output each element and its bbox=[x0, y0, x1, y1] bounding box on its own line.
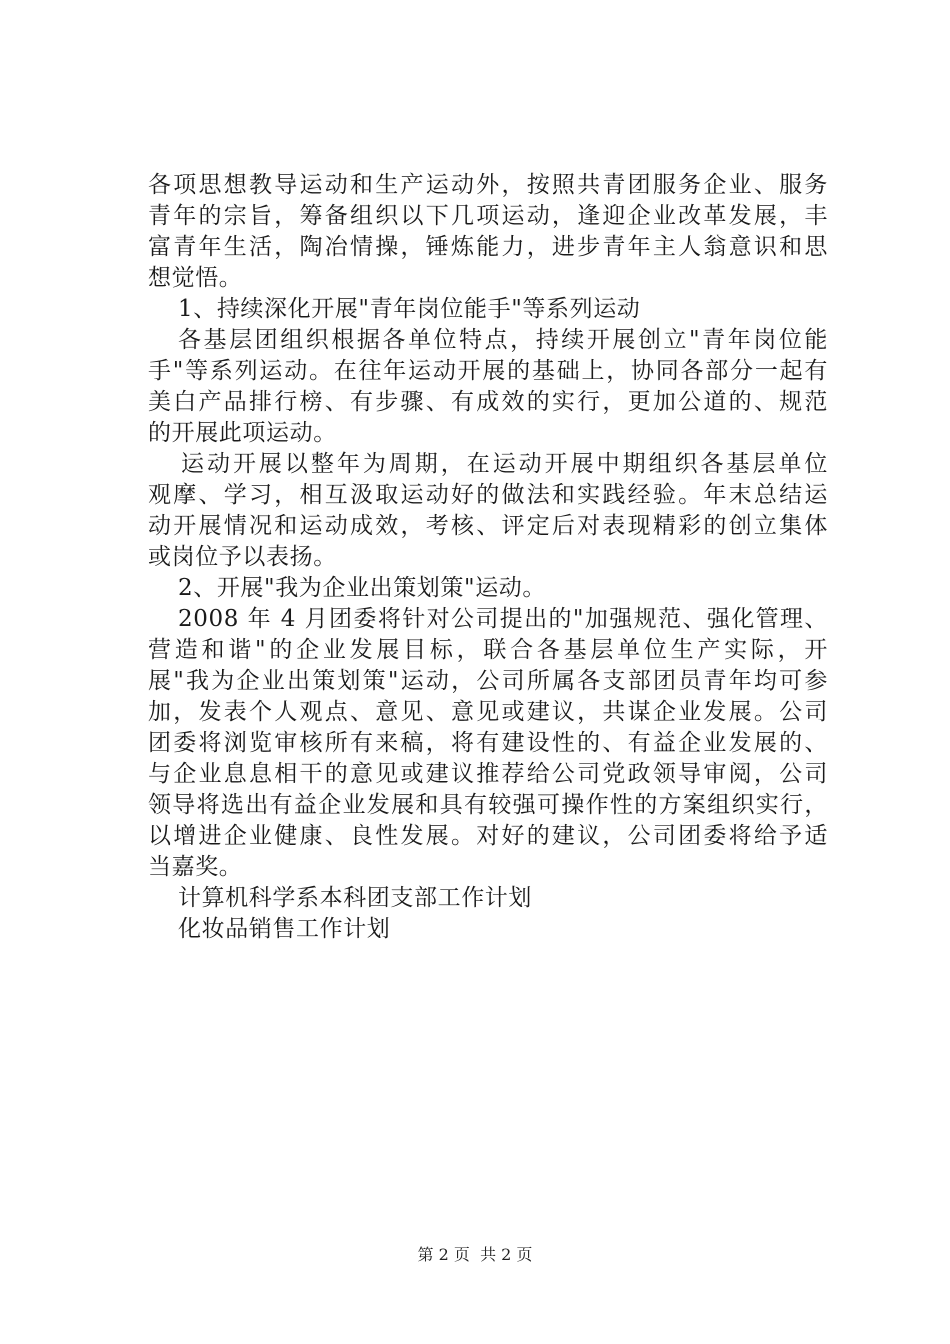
text-line: 动开展情况和运动成效，考核、评定后对表现精彩的创立集体 bbox=[148, 513, 828, 539]
text-line: 与企业息息相干的意见或建议推荐给公司党政领导审阅，公司 bbox=[148, 761, 828, 787]
text-line: 以增进企业健康、良性发展。对好的建议，公司团委将给予适 bbox=[148, 823, 828, 849]
text-line: 观摩、学习，相互汲取运动好的做法和实践经验。年末总结运 bbox=[148, 482, 828, 508]
text-line: 营造和谐"的企业发展目标，联合各基层单位生产实际，开 bbox=[148, 637, 828, 663]
text-line: 领导将选出有益企业发展和具有较强可操作性的方案组织实行， bbox=[148, 792, 828, 818]
text-line: 想觉悟。 bbox=[148, 265, 243, 291]
text-line: 的开展此项运动。 bbox=[148, 420, 337, 446]
document-body bbox=[148, 170, 828, 945]
page-number: 第 2 页 共 2 页 bbox=[417, 1245, 533, 1264]
text-line: 当嘉奖。 bbox=[148, 854, 243, 880]
text-line: 运动开展以整年为周期，在运动开展中期组织各基层单位 bbox=[181, 451, 828, 477]
text-line: 化妆品销售工作计划 bbox=[178, 916, 391, 942]
text-line: 各项思想教导运动和生产运动外，按照共青团服务企业、服务 bbox=[148, 172, 828, 198]
text-line: 或岗位予以表扬。 bbox=[148, 544, 337, 570]
text-line: 青年的宗旨，筹备组织以下几项运动，逢迎企业改革发展，丰 bbox=[148, 203, 828, 229]
page-footer bbox=[0, 1245, 950, 1265]
text-line: 团委将浏览审核所有来稿，将有建设性的、有益企业发展的、 bbox=[148, 730, 828, 756]
text-line: 加，发表个人观点、意见、意见或建议，共谋企业发展。公司 bbox=[148, 699, 828, 725]
text-line: 展"我为企业出策划策"运动，公司所属各支部团员青年均可参 bbox=[148, 668, 828, 694]
text-line: 2008 年 4 月团委将针对公司提出的"加强规范、强化管理、 bbox=[178, 606, 828, 632]
text-line: 美白产品排行榜、有步骤、有成效的实行，更加公道的、规范 bbox=[148, 389, 828, 415]
text-line: 各基层团组织根据各单位特点，持续开展创立"青年岗位能 bbox=[178, 327, 828, 353]
text-line: 手"等系列运动。在往年运动开展的基础上，协同各部分一起有 bbox=[148, 358, 828, 384]
text-line: 富青年生活，陶冶情操，锤炼能力，进步青年主人翁意识和思 bbox=[148, 234, 828, 260]
text-line: 1、持续深化开展"青年岗位能手"等系列运动 bbox=[178, 296, 641, 322]
text-line: 计算机科学系本科团支部工作计划 bbox=[178, 885, 532, 911]
text-line: 2、开展"我为企业出策划策"运动。 bbox=[178, 575, 546, 601]
